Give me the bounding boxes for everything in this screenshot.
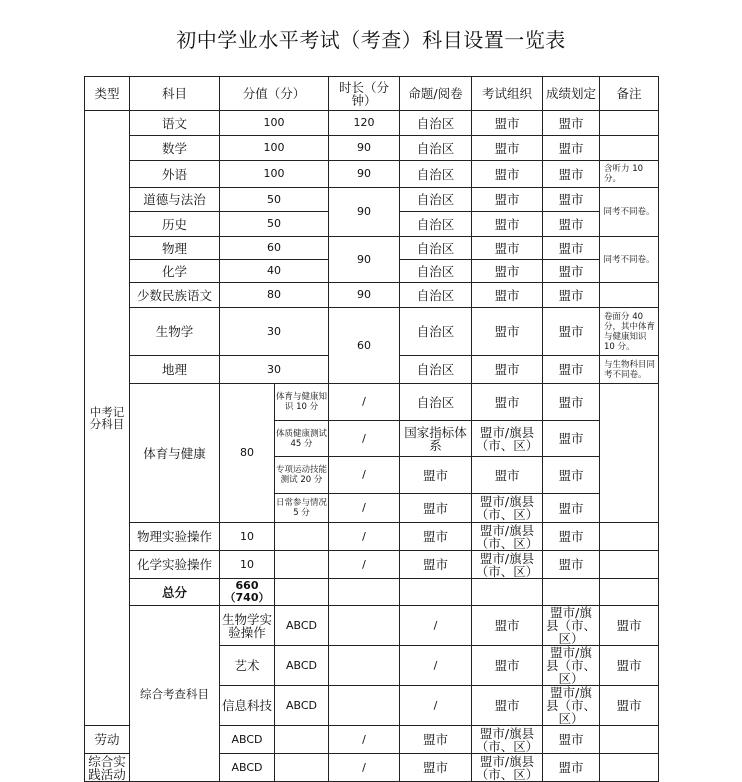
- empty-cell: [329, 686, 400, 726]
- grading-cell: 盟市: [543, 523, 600, 551]
- duration-cell: /: [329, 421, 400, 457]
- subject-cell: 劳动: [85, 726, 130, 754]
- organization-cell: 盟市/旗县（市、区）: [543, 646, 600, 686]
- note-cell: 同考不同卷。: [600, 188, 659, 237]
- header-organization: 考试组织: [472, 77, 543, 111]
- proposition-cell: 盟市: [400, 551, 472, 579]
- duration-cell: 90: [329, 188, 400, 237]
- grading-cell: 盟市: [543, 283, 600, 308]
- subject-cell: 综合实践活动: [85, 754, 130, 782]
- duration-cell: /: [329, 457, 400, 494]
- organization-cell: 盟市/旗县（市、区）: [543, 686, 600, 726]
- score-cell: 30: [220, 356, 329, 384]
- grading-cell: 盟市: [543, 237, 600, 260]
- note-cell: [600, 283, 659, 308]
- proposition-cell: 盟市: [472, 646, 543, 686]
- proposition-cell: 自治区: [400, 111, 472, 136]
- total-score: 660（740）: [220, 579, 275, 606]
- proposition-cell: 自治区: [400, 237, 472, 260]
- grading-cell: 盟市: [543, 308, 600, 356]
- table-row: [85, 523, 659, 551]
- organization-cell: 盟市/旗县（市、区）: [472, 726, 543, 754]
- header-proposition: 命题/阅卷: [400, 77, 472, 111]
- subject-cell: 化学实验操作: [130, 551, 220, 579]
- organization-cell: 盟市/旗县（市、区）: [472, 494, 543, 523]
- organization-cell: 盟市: [472, 283, 543, 308]
- empty-cell: [329, 646, 400, 686]
- note-cell: 卷面分 40 分，其中体育与健康知识 10 分。: [600, 308, 659, 356]
- table-row: [85, 551, 659, 579]
- category-assessment: 综合考查科目: [130, 606, 220, 782]
- pe-part-cell: 体质健康测试 45 分: [275, 421, 329, 457]
- score-cell: 80: [220, 283, 329, 308]
- empty-cell: [275, 579, 329, 606]
- duration-cell: /: [329, 551, 400, 579]
- subject-table: [84, 76, 659, 782]
- empty-cell: [472, 579, 543, 606]
- proposition-cell: 自治区: [400, 161, 472, 188]
- header-type: 类型: [85, 77, 130, 111]
- score-cell: 30: [220, 308, 329, 356]
- table-row: [85, 237, 659, 260]
- pe-part-cell: 体育与健康知识 10 分: [275, 384, 329, 421]
- grading-cell: 盟市: [600, 646, 659, 686]
- proposition-cell: 盟市: [400, 754, 472, 782]
- duration-cell: 90: [329, 161, 400, 188]
- grading-cell: 盟市: [543, 421, 600, 457]
- grading-cell: 盟市: [543, 188, 600, 212]
- subject-cell: 物理实验操作: [130, 523, 220, 551]
- proposition-cell: 自治区: [400, 136, 472, 161]
- proposition-cell: 盟市: [472, 686, 543, 726]
- score-cell: 40: [220, 260, 329, 283]
- proposition-cell: 国家指标体系: [400, 421, 472, 457]
- organization-cell: 盟市: [472, 161, 543, 188]
- duration-cell: /: [400, 646, 472, 686]
- organization-cell: 盟市: [472, 111, 543, 136]
- organization-cell: 盟市/旗县（市、区）: [472, 551, 543, 579]
- table-row: [85, 308, 659, 356]
- score-cell: ABCD: [220, 726, 275, 754]
- empty-cell: [275, 754, 329, 782]
- note-cell: 与生物科目同考不同卷。: [600, 356, 659, 384]
- note-cell: [600, 111, 659, 136]
- page-title: 初中学业水平考试（考查）科目设置一览表: [176, 28, 566, 52]
- proposition-cell: 自治区: [400, 384, 472, 421]
- duration-cell: /: [329, 523, 400, 551]
- score-cell: 10: [220, 523, 275, 551]
- empty-cell: [329, 606, 400, 646]
- score-cell: 100: [220, 136, 329, 161]
- note-cell: [600, 136, 659, 161]
- proposition-cell: 自治区: [400, 188, 472, 212]
- grading-cell: 盟市: [543, 161, 600, 188]
- total-label: 总分: [130, 579, 220, 606]
- score-cell: 50: [220, 188, 329, 212]
- proposition-cell: 盟市: [400, 726, 472, 754]
- score-cell: 60: [220, 237, 329, 260]
- subject-cell: 生物学: [130, 308, 220, 356]
- organization-cell: 盟市/旗县（市、区）: [543, 606, 600, 646]
- score-cell: 100: [220, 161, 329, 188]
- duration-cell: 90: [329, 283, 400, 308]
- grading-cell: 盟市: [543, 457, 600, 494]
- grading-cell: 盟市: [543, 212, 600, 237]
- empty-cell: [600, 579, 659, 606]
- duration-cell: 90: [329, 237, 400, 283]
- proposition-cell: 盟市: [400, 523, 472, 551]
- proposition-cell: 自治区: [400, 260, 472, 283]
- grading-cell: 盟市: [543, 136, 600, 161]
- score-cell: 10: [220, 551, 275, 579]
- proposition-cell: 自治区: [400, 356, 472, 384]
- proposition-cell: 自治区: [400, 212, 472, 237]
- subject-cell: 体育与健康: [130, 384, 220, 523]
- organization-cell: 盟市/旗县（市、区）: [472, 523, 543, 551]
- subject-cell: 历史: [130, 212, 220, 237]
- note-cell: [600, 551, 659, 579]
- grading-cell: 盟市: [543, 384, 600, 421]
- organization-cell: 盟市: [472, 384, 543, 421]
- grading-cell: 盟市: [600, 606, 659, 646]
- organization-cell: 盟市/旗县（市、区）: [472, 754, 543, 782]
- header-notes: 备注: [600, 77, 659, 111]
- subject-cell: 物理: [130, 237, 220, 260]
- table-row: [85, 283, 659, 308]
- grading-cell: 盟市: [543, 356, 600, 384]
- duration-cell: /: [400, 606, 472, 646]
- proposition-cell: 盟市: [400, 457, 472, 494]
- organization-cell: 盟市: [472, 308, 543, 356]
- table-header-row: [85, 77, 659, 111]
- table-row: [85, 111, 659, 136]
- note-cell: [600, 384, 659, 523]
- table-row: [85, 161, 659, 188]
- score-cell: 80: [220, 384, 275, 523]
- table-row: [85, 384, 659, 421]
- table-row: [85, 188, 659, 212]
- subject-cell: 少数民族语文: [130, 283, 220, 308]
- duration-cell: /: [329, 726, 400, 754]
- organization-cell: 盟市: [472, 188, 543, 212]
- organization-cell: 盟市: [472, 260, 543, 283]
- subject-cell: 信息科技: [220, 686, 275, 726]
- empty-cell: [400, 579, 472, 606]
- empty-cell: [543, 579, 600, 606]
- duration-cell: /: [329, 754, 400, 782]
- proposition-cell: 自治区: [400, 308, 472, 356]
- grading-cell: 盟市: [543, 754, 600, 782]
- note-cell: 含听力 10 分。: [600, 161, 659, 188]
- subject-cell: 数学: [130, 136, 220, 161]
- duration-cell: 120: [329, 111, 400, 136]
- grading-cell: 盟市: [543, 726, 600, 754]
- organization-cell: 盟市: [472, 457, 543, 494]
- organization-cell: 盟市: [472, 237, 543, 260]
- note-cell: [600, 754, 659, 782]
- grading-cell: 盟市: [543, 551, 600, 579]
- grading-cell: 盟市: [543, 260, 600, 283]
- note-cell: [600, 726, 659, 754]
- note-cell: 同考不同卷。: [600, 237, 659, 283]
- subject-cell: 化学: [130, 260, 220, 283]
- pe-part-cell: 日常参与情况 5 分: [275, 494, 329, 523]
- organization-cell: 盟市: [472, 356, 543, 384]
- organization-cell: 盟市/旗县（市、区）: [472, 421, 543, 457]
- score-cell: ABCD: [275, 606, 329, 646]
- total-row: [85, 579, 659, 606]
- note-cell: [600, 523, 659, 551]
- organization-cell: 盟市: [472, 136, 543, 161]
- empty-cell: [275, 726, 329, 754]
- grading-cell: 盟市: [543, 111, 600, 136]
- empty-cell: [329, 579, 400, 606]
- empty-cell: [275, 523, 329, 551]
- duration-cell: /: [329, 494, 400, 523]
- subject-cell: 道德与法治: [130, 188, 220, 212]
- empty-cell: [275, 551, 329, 579]
- grading-cell: 盟市: [543, 494, 600, 523]
- grading-cell: 盟市: [600, 686, 659, 726]
- score-cell: ABCD: [220, 754, 275, 782]
- duration-cell: /: [329, 384, 400, 421]
- subject-cell: 生物学实验操作: [220, 606, 275, 646]
- score-cell: ABCD: [275, 646, 329, 686]
- proposition-cell: 盟市: [472, 606, 543, 646]
- subject-cell: 外语: [130, 161, 220, 188]
- subject-cell: 艺术: [220, 646, 275, 686]
- duration-cell: 90: [329, 136, 400, 161]
- pe-part-cell: 专项运动技能测试 20 分: [275, 457, 329, 494]
- category-scored: 中考记分科目: [85, 111, 130, 726]
- score-cell: ABCD: [275, 686, 329, 726]
- header-grading: 成绩划定: [543, 77, 600, 111]
- table-row: [85, 606, 659, 646]
- table-row: [85, 136, 659, 161]
- duration-cell: 60: [329, 308, 400, 384]
- duration-cell: /: [400, 686, 472, 726]
- proposition-cell: 自治区: [400, 283, 472, 308]
- subject-cell: 地理: [130, 356, 220, 384]
- proposition-cell: 盟市: [400, 494, 472, 523]
- score-cell: 100: [220, 111, 329, 136]
- score-cell: 50: [220, 212, 329, 237]
- header-subject: 科目: [130, 77, 220, 111]
- header-duration: 时长（分钟）: [329, 77, 400, 111]
- header-score: 分值（分）: [220, 77, 329, 111]
- subject-cell: 语文: [130, 111, 220, 136]
- organization-cell: 盟市: [472, 212, 543, 237]
